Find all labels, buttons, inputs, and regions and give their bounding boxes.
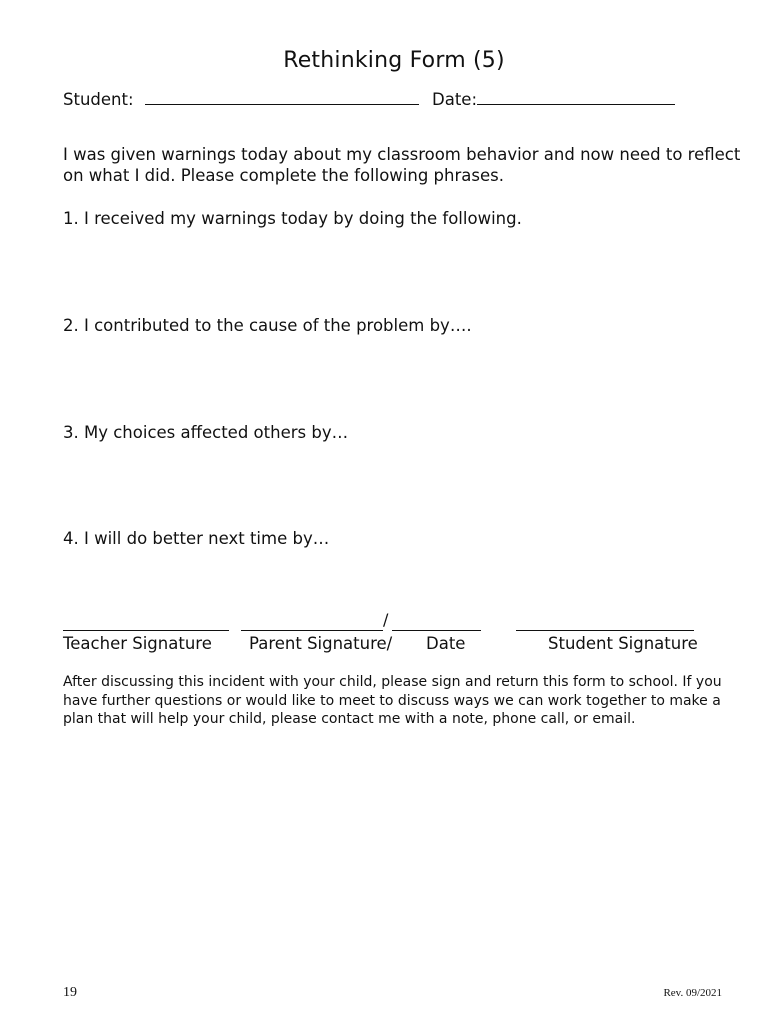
page-number: 19 <box>63 985 77 1000</box>
student-date-row <box>63 90 675 109</box>
student-signature-line[interactable] <box>516 614 694 631</box>
parent-signature-line[interactable] <box>241 614 383 631</box>
parent-instructions: After discussing this incident with your child, please sign and return this form to school. If you have further questions or would like to meet to discuss ways we can work together to make a plan that will help your child, please contact me with a note, phone call, or email. <box>63 674 722 727</box>
student-signature-label: Student Signature <box>548 634 698 653</box>
date-field[interactable] <box>477 90 675 105</box>
student-name-field[interactable] <box>145 90 419 105</box>
teacher-signature-label: Teacher Signature <box>63 634 212 653</box>
question-2: 2. I contributed to the cause of the problem by…. <box>63 316 472 335</box>
question-1: 1. I received my warnings today by doing the following. <box>63 209 522 228</box>
revision-date: Rev. 09/2021 <box>663 987 722 999</box>
form-title: Rethinking Form (5) <box>283 48 505 73</box>
teacher-signature-line[interactable] <box>63 614 229 631</box>
intro-text: I was given warnings today about my classroom behavior and now need to reflect on what I did. Please complete the following phrases. <box>63 145 741 185</box>
question-4: 4. I will do better next time by… <box>63 529 330 548</box>
parent-signature-label: Parent Signature/ <box>249 634 393 653</box>
signature-slash: / <box>383 610 389 629</box>
parent-date-line[interactable] <box>392 614 481 631</box>
question-3: 3. My choices affected others by… <box>63 423 349 442</box>
date-label: Date: <box>432 90 478 109</box>
signature-date-label: Date <box>426 634 466 653</box>
student-label: Student: <box>63 90 134 109</box>
